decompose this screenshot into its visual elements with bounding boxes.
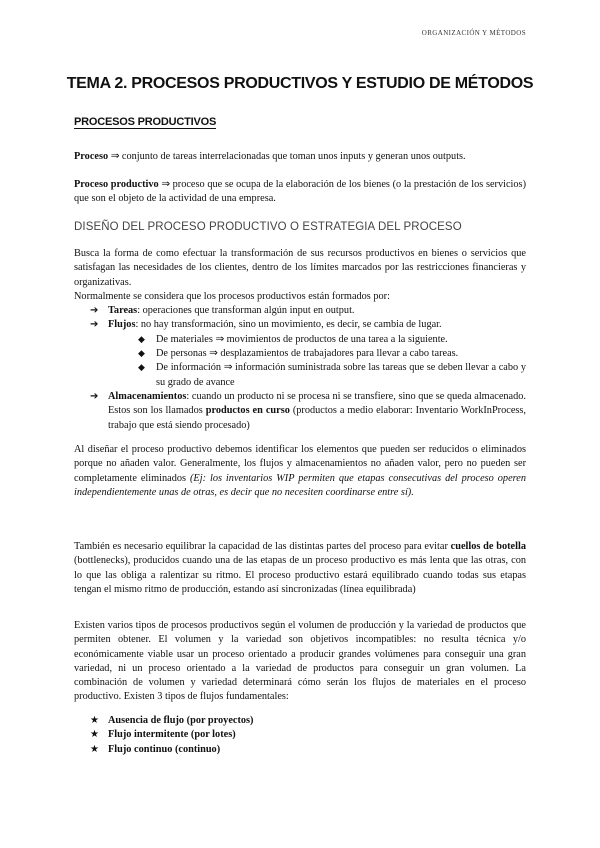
definition-text: conjunto de tareas interrelacionadas que toman unos inputs y generan unos outputs. [119, 151, 466, 162]
list-item: ◆ De personas ⇒ desplazamientos de trabajadores para llevar a cabo tareas. [138, 347, 526, 361]
list-item: ★ Flujo intermitente (por lotes) [90, 728, 526, 742]
paragraph-italic: (Ej: los inventarios WIP permiten que etapas consecutivas del proceso operen independientemente unas de otras, es decir que no necesiten coordinarse entre sí). [74, 472, 526, 498]
list-item: ★ Ausencia de flujo (por proyectos) [90, 714, 526, 728]
implies-icon: ⇒ [110, 151, 120, 162]
component-term: Tareas [108, 305, 138, 317]
list-item [90, 390, 526, 433]
implies-icon: ⇒ [161, 179, 170, 190]
components-list [74, 304, 526, 433]
list-item [90, 304, 526, 318]
paragraph-types [74, 619, 526, 705]
subheading: DISEÑO DEL PROCESO PRODUCTIVO O ESTRATEGIA DEL PROCESO [74, 221, 462, 233]
component-term: Flujos [108, 319, 136, 331]
flow-types-section [74, 714, 526, 757]
component-text: : cuando un producto ni se procesa ni se transfiere, sino que se queda almacenado. Estos son los llamados [108, 390, 526, 417]
list-item: ◆ De materiales ⇒ movimientos de productos de una tarea a la siguiente. [138, 333, 526, 347]
paragraph-value [74, 443, 526, 500]
running-header: ORGANIZACIÓN Y MÉTODOS [421, 29, 526, 37]
section-title [74, 116, 216, 128]
list-item [90, 318, 526, 389]
definition-proceso [74, 150, 526, 164]
section-title-text: PROCESOS PRODUCTIVOS [74, 116, 217, 128]
list-item: ★ Flujo continuo (continuo) [90, 743, 526, 757]
intro-paragraph-2: Normalmente se considera que los procesos productivos están formados por: [74, 290, 390, 302]
definition-text: proceso que se ocupa de la elaboración de los bienes (o la prestación de los servicios) que son el objeto de la actividad de una empresa. [74, 179, 526, 205]
component-text: : operaciones que transforman algún input en output. [137, 305, 355, 317]
page-title: TEMA 2. PROCESOS PRODUCTIVOS Y ESTUDIO DE MÉTODOS [66, 75, 534, 92]
paragraph-text: También es necesario equilibrar la capacidad de las distintas partes del proceso para evitar [74, 541, 451, 552]
flow-types-list [74, 714, 526, 757]
component-text: : no hay transformación, sino un movimiento, es decir, se cambia de lugar. [135, 319, 442, 331]
intro-paragraph: Busca la forma de como efectuar la transformación de sus recursos productivos en bienes o servicios que satisfagan las necesidades de los clientes, dentro de los límites marcados por las restricciones financieras y organizativas. [74, 248, 526, 288]
component-text-2: (productos a medio elaborar: Inventario WorkInProcess, trabajo que está siendo procesado) [108, 405, 526, 431]
definition-term: Proceso [74, 151, 109, 162]
definition-term: Proceso productivo [74, 179, 159, 190]
paragraph-bold: cuellos de botella [450, 541, 526, 552]
component-term-2: productos en curso [205, 405, 290, 417]
paragraph-text: Al diseñar el proceso productivo debemos identificar los elementos que pueden ser reducidos o eliminados porque no añaden valor. Generalmente, los flujos y almacenamientos no añaden valor, pero no pueden ser completamente eliminados [74, 444, 526, 484]
paragraph-bottleneck [74, 540, 526, 597]
paragraph-text: Existen varios tipos de procesos productivos según el volumen de producción y la variedad de productos que permiten obtener. El volumen y la variedad son objetivos incompatibles: no resulta técnica y/o económicamente viable usar un proceso orientado a producir grandes volúmenes para conseguir una gran variedad, ni un proceso orientado a la variedad de productos para conseguir un gran volumen. La combinación de volumen y variedad determinará cómo serán los flujos de materiales en el proceso productivo. Existen 3 tipos de flujos fundamentales: [74, 620, 526, 703]
design-section [74, 247, 526, 433]
definition-proceso-productivo [74, 178, 526, 207]
list-item: ◆ De información ⇒ información suministrada sobre las tareas que se deben llevar a cabo y su grado de avance [138, 361, 526, 390]
flows-list [108, 333, 526, 390]
component-term: Almacenamientos [108, 390, 187, 402]
paragraph-text: (bottlenecks), producidos cuando una de las etapas de un proceso productivo es más lenta que las otras, con lo que las obliga a ralentizar su ritmo. El proceso productivo estará equilibrado cuando todas sus etapas tengan el mismo ritmo de producción, estando así sincronizadas (línea equilibrada) [74, 555, 526, 595]
